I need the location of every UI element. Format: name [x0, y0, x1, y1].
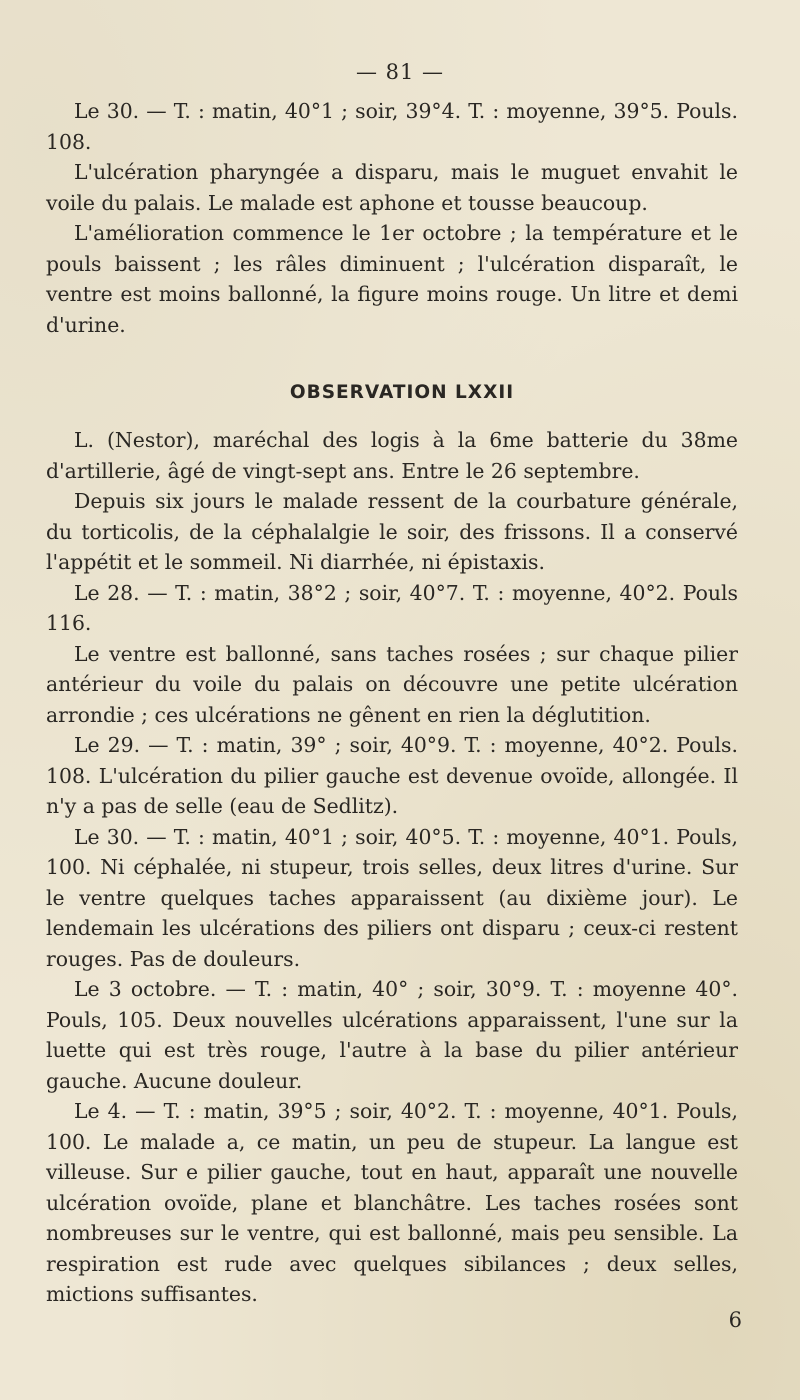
paragraph-history: Depuis six jours le malade ressent de la courbature générale, du torticolis, de la céphalalgie le soir, des frissons. Il a conservé l'appétit et le sommeil. Ni diarrhée, ni épistaxis.	[46, 489, 738, 574]
paragraph-temp-30: Le 30. — T. : matin, 40°1 ; soir, 39°4. T. : moyenne, 39°5. Pouls. 108.	[46, 99, 738, 154]
page-number: — 81 —	[355, 60, 445, 84]
paragraph-ulceration: L'ulcération pharyngée a disparu, mais le muguet envahit le voile du palais. Le malade est aphone et tousse beaucoup.	[46, 160, 738, 215]
paragraph-patient: L. (Nestor), maréchal des logis à la 6me batterie du 38me d'artillerie, âgé de vingt-sept ans. Entre le 26 septembre.	[46, 428, 738, 483]
paragraph-day-29: Le 29. — T. : matin, 39° ; soir, 40°9. T. : moyenne, 40°2. Pouls. 108. L'ulcération du pilier gauche est devenue ovoïde, allongée. Il n'y a pas de selle (eau de Sedlitz).	[46, 733, 738, 818]
observation-heading: OBSERVATION LXXII	[289, 382, 515, 403]
paragraph-amelioration: L'amélioration commence le 1er octobre ; la température et le pouls baissent ; les râles diminuent ; l'ulcération disparaît, le ventre est moins ballonné, la figure moins rouge. Un litre et demi d'urine.	[46, 221, 738, 337]
paragraph-oct-4: Le 4. — T. : matin, 39°5 ; soir, 40°2. T. : moyenne, 40°1. Pouls, 100. Le malade a, ce matin, un peu de stupeur. La langue est villeuse. Sur e pilier gauche, tout en haut, apparaît une nouvelle ulcération ovoïde, plane et blanchâtre. Les taches rosées sont nombreuses sur le ventre, qui est ballonné, mais peu sensible. La respiration est rude avec quelques sibilances ; deux selles, mictions suffisantes.	[46, 1099, 738, 1306]
paragraph-oct-3: Le 3 octobre. — T. : matin, 40° ; soir, 30°9. T. : moyenne 40°. Pouls, 105. Deux nouvelles ulcérations apparaissent, l'une sur la luette qui est très rouge, l'autre à la base du pilier antérieur gauche. Aucune douleur.	[46, 977, 738, 1093]
paragraph-day-28: Le 28. — T. : matin, 38°2 ; soir, 40°7. T. : moyenne, 40°2. Pouls 116.	[46, 580, 738, 635]
signature-mark: 6	[728, 1308, 742, 1332]
paragraph-ventre: Le ventre est ballonné, sans taches rosées ; sur chaque pilier antérieur du voile du palais on découvre une petite ulcération arrondie ; ces ulcérations ne gênent en rien la déglutition.	[46, 641, 738, 727]
paragraph-day-30: Le 30. — T. : matin, 40°1 ; soir, 40°5. T. : moyenne, 40°1. Pouls, 100. Ni céphalée, ni stupeur, trois selles, deux litres d'urine. Sur le ventre quelques taches apparaissent (au dixième jour). Le lendemain les ulcérations des piliers ont disparu ; ceux-ci restent rouges. Pas de douleurs.	[46, 824, 738, 971]
